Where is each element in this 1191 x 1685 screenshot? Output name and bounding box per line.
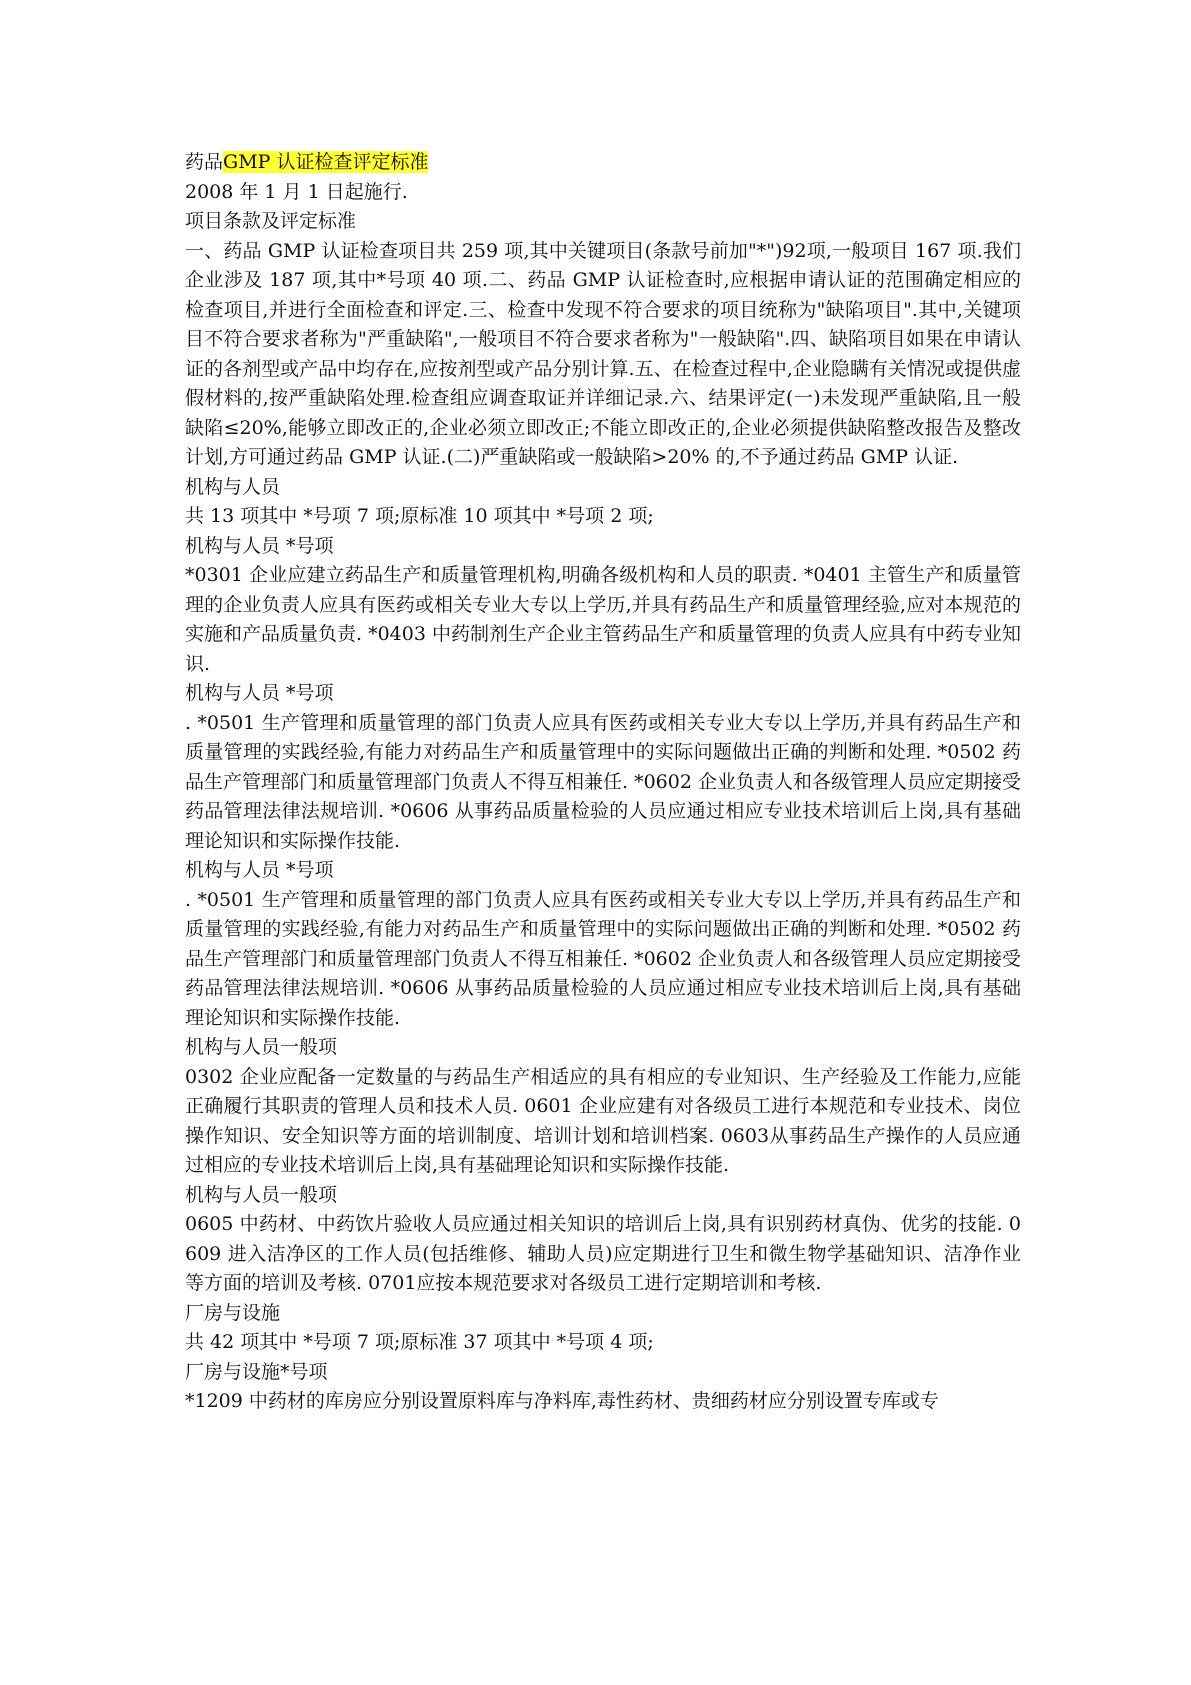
section-heading-personnel: 机构与人员 <box>185 475 281 498</box>
subsection-paragraph: . *0501 生产管理和质量管理的部门负责人应具有医药或相关专业大专以上学历,并具有药品生产和质量管理的实践经验,有能力对药品生产和质量管理中的实际问题做出正确的判断和处理. *0502 药品生产管理部门和质量管理部门负责人不得互相兼任. *0602 企业负责人和各级管理人员应定期接受药品管理法律法规培训. *0606 从事药品质量检验的人员应通过相应专业技术培训后上岗,具有基础理论知识和实际操作技能. <box>185 711 1021 852</box>
subsection-paragraph: 0605 中药材、中药饮片验收人员应通过相关知识的培训后上岗,具有识别药材真伪、优劣的技能. 0609 进入洁净区的工作人员(包括维修、辅助人员)应定期进行卫生和微生物学基础知识、洁净作业等方面的培训及考核. 0701应按本规范要求对各级员工进行定期培训和考核. <box>185 1213 1021 1294</box>
section-heading-facilities: 厂房与设施 <box>185 1301 281 1324</box>
effective-date: 2008 年 1 月 1 日起施行. <box>185 180 408 203</box>
subsection-paragraph: *0301 企业应建立药品生产和质量管理机构,明确各级机构和人员的职责. *0401 主管生产和质量管理的企业负责人应具有医药或相关专业大专以上学历,并具有药品生产和质量管理经验,应对本规范的实施和产品质量负责. *0403 中药制剂生产企业主管药品生产和质量管理的负责人应具有中药专业知识. <box>185 564 1021 675</box>
subsection-heading: 机构与人员一般项 <box>185 1183 338 1206</box>
document-page <box>185 148 1021 1417</box>
title-highlight: GMP 认证检查评定标准 <box>223 151 429 173</box>
subsection-heading: 机构与人员 *号项 <box>185 534 334 557</box>
subsection-heading: 机构与人员一般项 <box>185 1036 338 1058</box>
document-title <box>185 148 1021 178</box>
subsection-heading: 厂房与设施*号项 <box>185 1360 328 1383</box>
subsection-paragraph: *1209 中药材的库房应分别设置原料库与净料库,毒性药材、贵细药材应分别设置专库或专 <box>185 1390 939 1412</box>
intro-paragraph: 一、药品 GMP 认证检查项目共 259 项,其中关键项目(条款号前加"*")92项,一般项目 167 项.我们企业涉及 187 项,其中*号项 40 项.二、药品 GMP 认证检查时,应根据申请认证的范围确定相应的检查项目,并进行全面检查和评定.三、检查中发现不符合要求的项目统称为"缺陷项目".其中,关键项目不符合要求者称为"严重缺陷",一般项目不符合要求者称为"一般缺陷".四、缺陷项目如果在申请认证的各剂型或产品中均存在,应按剂型或产品分别计算.五、在检查过程中,企业隐瞒有关情况或提供虚假材料的,按严重缺陷处理.检查组应调查取证并详细记录.六、结果评定(一)未发现严重缺陷,且一般缺陷≤20%,能够立即改正的,企业必须立即改正;不能立即改正的,企业必须提供缺陷整改报告及整改计划,方可通过药品 GMP 认证.(二)严重缺陷或一般缺陷>20% 的,不予通过药品 GMP 认证. <box>185 239 1021 468</box>
section-count-personnel: 共 13 项其中 *号项 7 项;原标准 10 项其中 *号项 2 项; <box>185 505 654 527</box>
subsection-paragraph: 0302 企业应配备一定数量的与药品生产相适应的具有相应的专业知识、生产经验及工作能力,应能正确履行其职责的管理人员和技术人员. 0601 企业应建有对各级员工进行本规范和专业技术、岗位操作知识、安全知识等方面的培训制度、培训计划和培训档案. 0603从事药品生产操作的人员应通过相应的专业技术培训后上岗,具有基础理论知识和实际操作技能. <box>185 1065 1021 1176</box>
title-prefix: 药品 <box>185 151 224 173</box>
subsection-paragraph: . *0501 生产管理和质量管理的部门负责人应具有医药或相关专业大专以上学历,并具有药品生产和质量管理的实践经验,有能力对药品生产和质量管理中的实际问题做出正确的判断和处理. *0502 药品生产管理部门和质量管理部门负责人不得互相兼任. *0602 企业负责人和各级管理人员应定期接受药品管理法律法规培训. *0606 从事药品质量检验的人员应通过相应专业技术培训后上岗,具有基础理论知识和实际操作技能. <box>185 888 1021 1029</box>
intro-heading: 项目条款及评定标准 <box>185 210 357 232</box>
subsection-heading: 机构与人员 *号项 <box>185 859 334 881</box>
subsection-heading: 机构与人员 *号项 <box>185 682 334 704</box>
section-count-facilities: 共 42 项其中 *号项 7 项;原标准 37 项其中 *号项 4 项; <box>185 1331 654 1353</box>
